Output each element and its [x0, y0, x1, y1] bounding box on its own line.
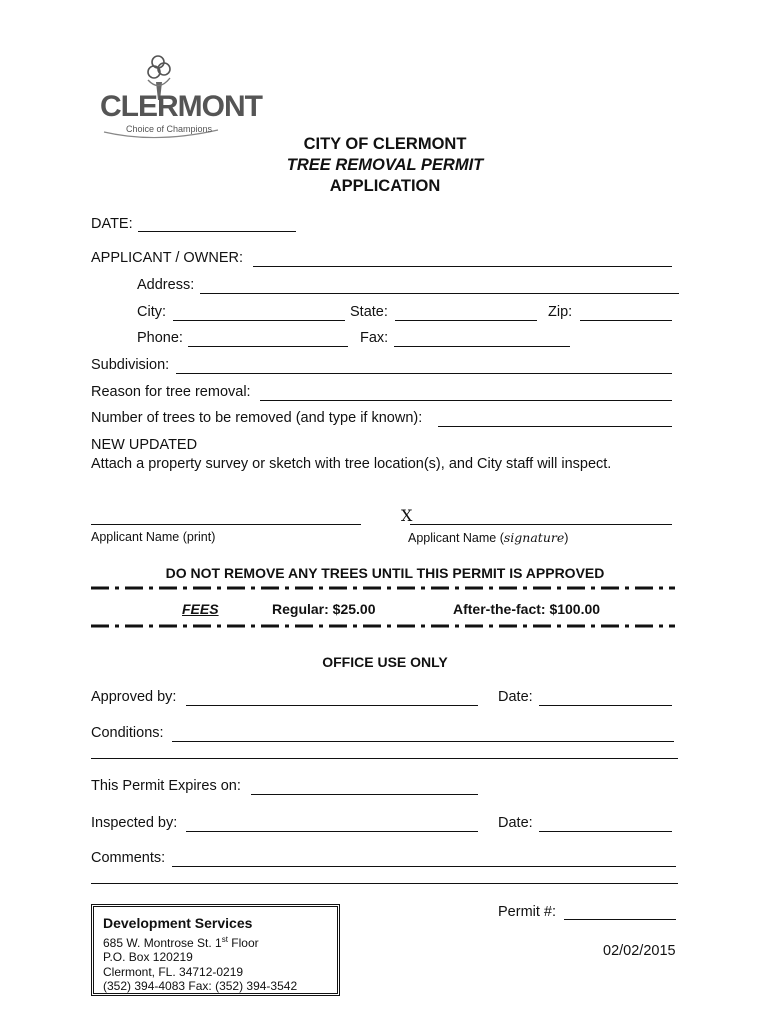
address-label: Address: [137, 277, 195, 293]
address-field[interactable] [200, 293, 679, 294]
dev-street [103, 935, 259, 950]
application-title: APPLICATION [329, 177, 441, 195]
expires-field[interactable] [251, 794, 478, 795]
inspection-date-field[interactable] [539, 831, 672, 832]
approved-by-field[interactable] [186, 705, 478, 706]
do-not-remove-notice: DO NOT REMOVE ANY TREES UNTIL THIS PERMIT IS APPROVED [165, 565, 605, 581]
dev-phones: (352) 394-4083 Fax: (352) 394-3542 [103, 979, 298, 993]
comments-field[interactable] [172, 866, 676, 867]
inspected-by-field[interactable] [186, 831, 478, 832]
applicant-signature-caption [408, 530, 568, 545]
dev-street-main: 685 W. Montrose St. 1 [103, 936, 222, 950]
state-field[interactable] [395, 320, 537, 321]
applicant-signature-field[interactable] [410, 524, 672, 525]
development-services-box [91, 904, 340, 996]
date-field[interactable] [138, 231, 296, 232]
new-updated-label: NEW UPDATED [91, 437, 198, 453]
date-label: DATE: [91, 216, 133, 232]
dash-divider-bottom [91, 624, 675, 628]
approval-date-label: Date: [498, 689, 533, 705]
inspected-by-label: Inspected by: [91, 815, 178, 831]
phone-label: Phone: [137, 330, 183, 346]
zip-field[interactable] [580, 320, 672, 321]
city-title: CITY OF CLERMONT [303, 135, 467, 153]
applicant-field[interactable] [253, 266, 672, 267]
applicant-label: APPLICANT / OWNER: [91, 250, 244, 266]
fax-label: Fax: [360, 330, 389, 346]
fax-field[interactable] [394, 346, 570, 347]
sig-caption-prefix: Applicant Name ( [408, 531, 504, 545]
comments-label: Comments: [91, 850, 166, 866]
city-field[interactable] [173, 320, 345, 321]
office-use-heading: OFFICE USE ONLY [322, 654, 448, 670]
dev-street-floor: Floor [227, 936, 259, 950]
phone-field[interactable] [188, 346, 348, 347]
zip-label: Zip: [548, 304, 573, 320]
permit-title: TREE REMOVAL PERMIT [286, 156, 484, 174]
signature-x-mark: X [401, 506, 413, 525]
sig-caption-word: signature [503, 530, 565, 545]
permit-number-field[interactable] [564, 919, 676, 920]
approval-date-field[interactable] [539, 705, 672, 706]
sig-caption-suffix: ) [564, 531, 569, 545]
reason-field[interactable] [260, 400, 672, 401]
tree-count-label: Number of trees to be removed (and type if known): [91, 410, 423, 426]
subdivision-label: Subdivision: [91, 357, 170, 373]
dev-po-box: P.O. Box 120219 [103, 950, 193, 964]
logo-wordmark: CLERMONT [100, 90, 262, 123]
applicant-print-caption: Applicant Name (print) [91, 530, 216, 544]
clermont-logo [96, 52, 262, 142]
dev-city: Clermont, FL. 34712-0219 [103, 965, 244, 979]
conditions-field[interactable] [172, 741, 674, 742]
applicant-print-field[interactable] [91, 524, 361, 525]
comments-field-line2[interactable] [91, 883, 678, 884]
fee-regular: Regular: $25.00 [272, 601, 376, 617]
tree-count-field[interactable] [438, 426, 672, 427]
revision-date: 02/02/2015 [603, 943, 676, 959]
attach-instructions: Attach a property survey or sketch with tree location(s), and City staff will inspect. [91, 456, 612, 472]
reason-label: Reason for tree removal: [91, 384, 251, 400]
fees-label: FEES [182, 601, 219, 617]
permit-number-label: Permit #: [498, 904, 557, 920]
approved-by-label: Approved by: [91, 689, 177, 705]
conditions-field-line2[interactable] [91, 758, 678, 759]
state-label: State: [350, 304, 388, 320]
subdivision-field[interactable] [176, 373, 672, 374]
logo-tagline: Choice of Champions [126, 124, 213, 134]
dev-services-name: Development Services [103, 915, 253, 931]
city-label: City: [137, 304, 166, 320]
dash-divider-top [91, 586, 675, 590]
dev-street-sup: st [221, 935, 228, 944]
inspection-date-label: Date: [498, 815, 533, 831]
expires-label: This Permit Expires on: [91, 778, 241, 794]
conditions-label: Conditions: [91, 725, 164, 741]
fee-after-the-fact: After-the-fact: $100.00 [453, 601, 601, 617]
